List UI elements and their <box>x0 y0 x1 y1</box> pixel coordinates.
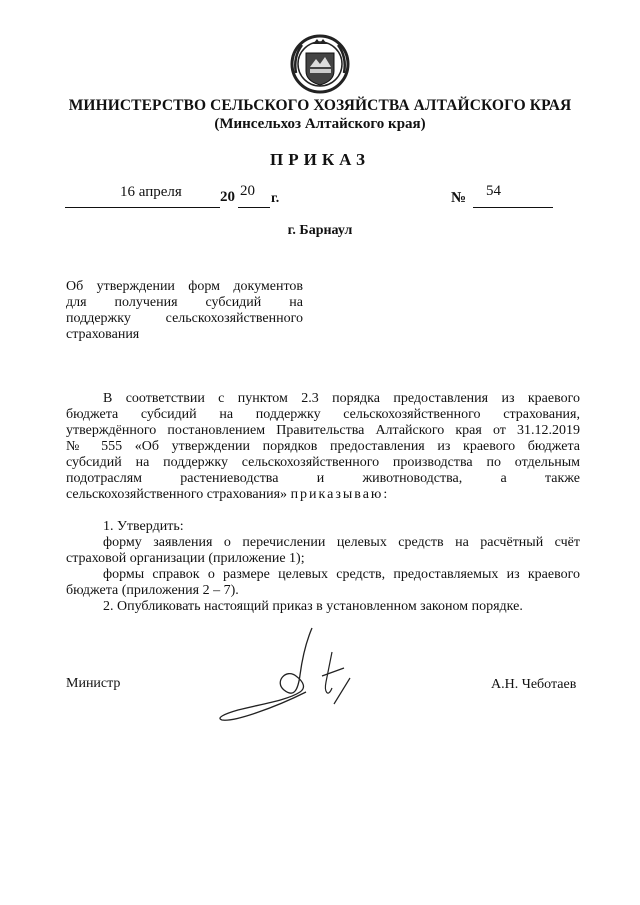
subject-line: для получения субсидий на <box>66 295 303 310</box>
number-underline <box>473 207 553 208</box>
handwritten-signature <box>214 620 374 730</box>
item-1b-paragraph <box>66 567 580 599</box>
number-sign: № <box>451 190 467 206</box>
year-unit: г. <box>271 191 280 206</box>
body-line: № 555 «Об утверждении порядков предоставления из краевого бюджета <box>66 439 580 454</box>
item-1: 1. Утвердить: <box>103 519 184 534</box>
signatory-title: Министр <box>66 676 121 691</box>
item-2: 2. Опубликовать настоящий приказ в установленном законом порядке. <box>103 599 523 614</box>
body-line <box>66 487 580 503</box>
body-line: утверждённого постановлением Правительства Алтайского края от 31.12.2019 <box>66 423 580 438</box>
preamble-paragraph <box>66 391 580 503</box>
ministry-name: МИНИСТЕРСТВО СЕЛЬСКОГО ХОЗЯЙСТВА АЛТАЙСКОГО КРАЯ <box>68 97 572 114</box>
subject-line: страхования <box>66 327 140 342</box>
body-line: бюджета (приложения 2 – 7). <box>66 583 239 598</box>
body-line-text: сельскохозяйственного страхования» <box>66 487 288 502</box>
date-underline <box>65 207 220 208</box>
order-date: 16 апреля <box>120 184 182 200</box>
document-type: ПРИКАЗ <box>270 150 370 169</box>
body-line: бюджета субсидий на поддержку сельскохозяйственного страхования, <box>66 407 580 422</box>
ministry-short-name: (Минсельхоз Алтайского края) <box>214 116 426 132</box>
subject-line: поддержку сельскохозяйственного <box>66 311 303 326</box>
year-suffix: 20 <box>240 183 255 199</box>
body-line: формы справок о размере целевых средств, предоставляемых из краевого <box>103 567 580 582</box>
year-underline <box>238 207 270 208</box>
coat-of-arms-emblem <box>289 33 351 95</box>
order-number: 54 <box>486 183 501 199</box>
body-line: субсидий на поддержку сельскохозяйственного производства по отдельным <box>66 455 580 470</box>
signatory-name: А.Н. Чеботаев <box>491 677 577 692</box>
body-line: форму заявления о перечислении целевых средств на расчётный счёт <box>103 535 580 550</box>
item-1a-paragraph <box>66 535 580 567</box>
city: г. Барнаул <box>287 223 353 238</box>
body-line: страховой организации (приложение 1); <box>66 551 305 566</box>
subject-block <box>66 279 303 343</box>
year-prefix: 20 <box>220 189 235 205</box>
subject-line: Об утверждении форм документов <box>66 279 303 294</box>
body-line: В соответствии с пунктом 2.3 порядка предоставления из краевого <box>103 391 580 406</box>
body-line: подотраслям растениеводства и животноводства, а также <box>66 471 580 486</box>
order-word: приказываю: <box>290 487 390 502</box>
